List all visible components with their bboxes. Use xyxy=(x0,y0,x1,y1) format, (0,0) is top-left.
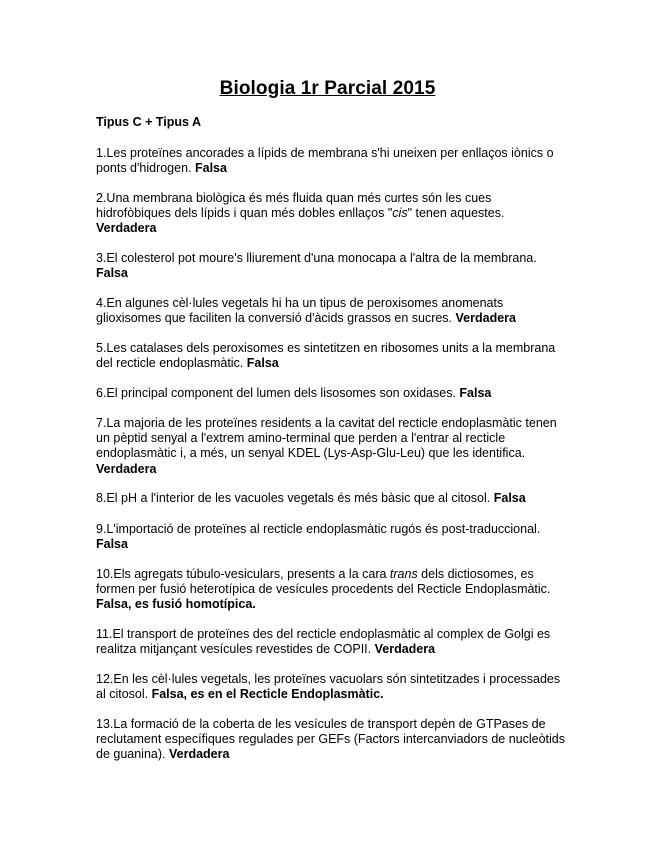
question-11 xyxy=(96,627,566,657)
question-text: 12.En les cèl·lules vegetals, les proteïnes vacuolars són sintetitzades i processades al citosol. xyxy=(96,672,561,702)
question-text: 2.Una membrana biològica és més fluida quan més curtes són les cues hidrofòbiques dels lípids i quan més dobles enllaços " xyxy=(96,191,492,221)
question-text: 4.En algunes cèl·lules vegetals hi ha un tipus de peroxisomes anomenats glioxisomes que faciliten la conversió d'àcids grassos en sucres. xyxy=(96,296,504,326)
question-answer: Verdadera xyxy=(374,642,436,657)
question-6 xyxy=(96,386,566,401)
question-text-continued: dels dictiosomes, es formen per fusió heterotípica de vesícules procedents del Recticle Endoplasmàtic. xyxy=(96,567,551,597)
question-answer: Falsa xyxy=(493,491,526,505)
question-italic-term: cis xyxy=(392,206,408,221)
question-answer: Falsa, es fusió homotípica. xyxy=(96,597,256,612)
page-title: Biologia 1r Parcial 2015 xyxy=(219,78,436,99)
question-text: 11.El transport de proteïnes des del recticle endoplasmàtic al complex de Golgi es realitza mitjançant vesícules revestides de COPII. xyxy=(96,627,551,657)
question-answer: Falsa xyxy=(96,266,128,281)
question-answer: Falsa xyxy=(459,386,492,400)
question-answer: Falsa xyxy=(96,537,128,552)
question-text: 6.El principal component del lumen dels lisosomes son oxidases. xyxy=(96,386,456,400)
question-8 xyxy=(96,491,566,506)
question-7 xyxy=(96,416,566,477)
question-answer: Falsa, es en el Recticle Endoplasmàtic. xyxy=(151,687,384,702)
question-4 xyxy=(96,296,566,326)
question-text: 7.La majoria de les proteïnes residents a la cavitat del recticle endoplasmàtic tenen un pèptid senyal a l'extrem amino-terminal que perden a l'entrar al recticle endoplasmàtic i, a més, un senyal KDEL (Lys-Asp-Glu-Leu) que les identifica. xyxy=(96,416,557,461)
question-3 xyxy=(96,251,566,281)
question-answer: Verdadera xyxy=(169,747,230,762)
question-text: 9.L'importació de proteïnes al recticle endoplasmàtic rugós és post-traduccional. xyxy=(96,522,541,536)
question-answer: Verdadera xyxy=(455,311,516,326)
question-text-continued: " tenen aquestes. xyxy=(407,206,505,221)
question-10 xyxy=(96,567,566,613)
question-italic-term: trans xyxy=(389,567,418,581)
question-answer: Falsa xyxy=(246,356,279,371)
question-12 xyxy=(96,672,566,702)
exam-type-subtitle: Tipus C + Tipus A xyxy=(96,115,201,129)
question-9 xyxy=(96,522,566,552)
question-answer: Verdadera xyxy=(96,461,157,476)
question-text: 8.El pH a l'interior de les vacuoles vegetals és més bàsic que al citosol. xyxy=(96,491,491,505)
question-answer: Falsa xyxy=(195,161,227,176)
question-2 xyxy=(96,191,566,237)
question-text: 3.El colesterol pot moure's lliurement d'una monocapa a l'altra de la membrana. xyxy=(96,251,537,265)
question-text: 10.Els agregats túbulo-vesiculars, presents a la cara xyxy=(96,567,390,581)
question-text: 5.Les catalases dels peroxisomes es sintetitzen en ribosomes units a la membrana del recticle endoplasmàtic. xyxy=(96,341,556,371)
question-text: 1.Les proteïnes ancorades a lípids de membrana s'hi uneixen per enllaços iònics o ponts d'hidrogen. xyxy=(96,146,554,176)
question-text: 13.La formació de la coberta de les vesícules de transport depèn de GTPases de reclutament específiques regulades per GEFs (Factors intercanviadors de nucleòtids de guanina). xyxy=(96,717,565,762)
question-13 xyxy=(96,717,566,763)
question-1 xyxy=(96,146,566,176)
question-5 xyxy=(96,341,566,371)
question-answer: Verdadera xyxy=(96,221,157,236)
